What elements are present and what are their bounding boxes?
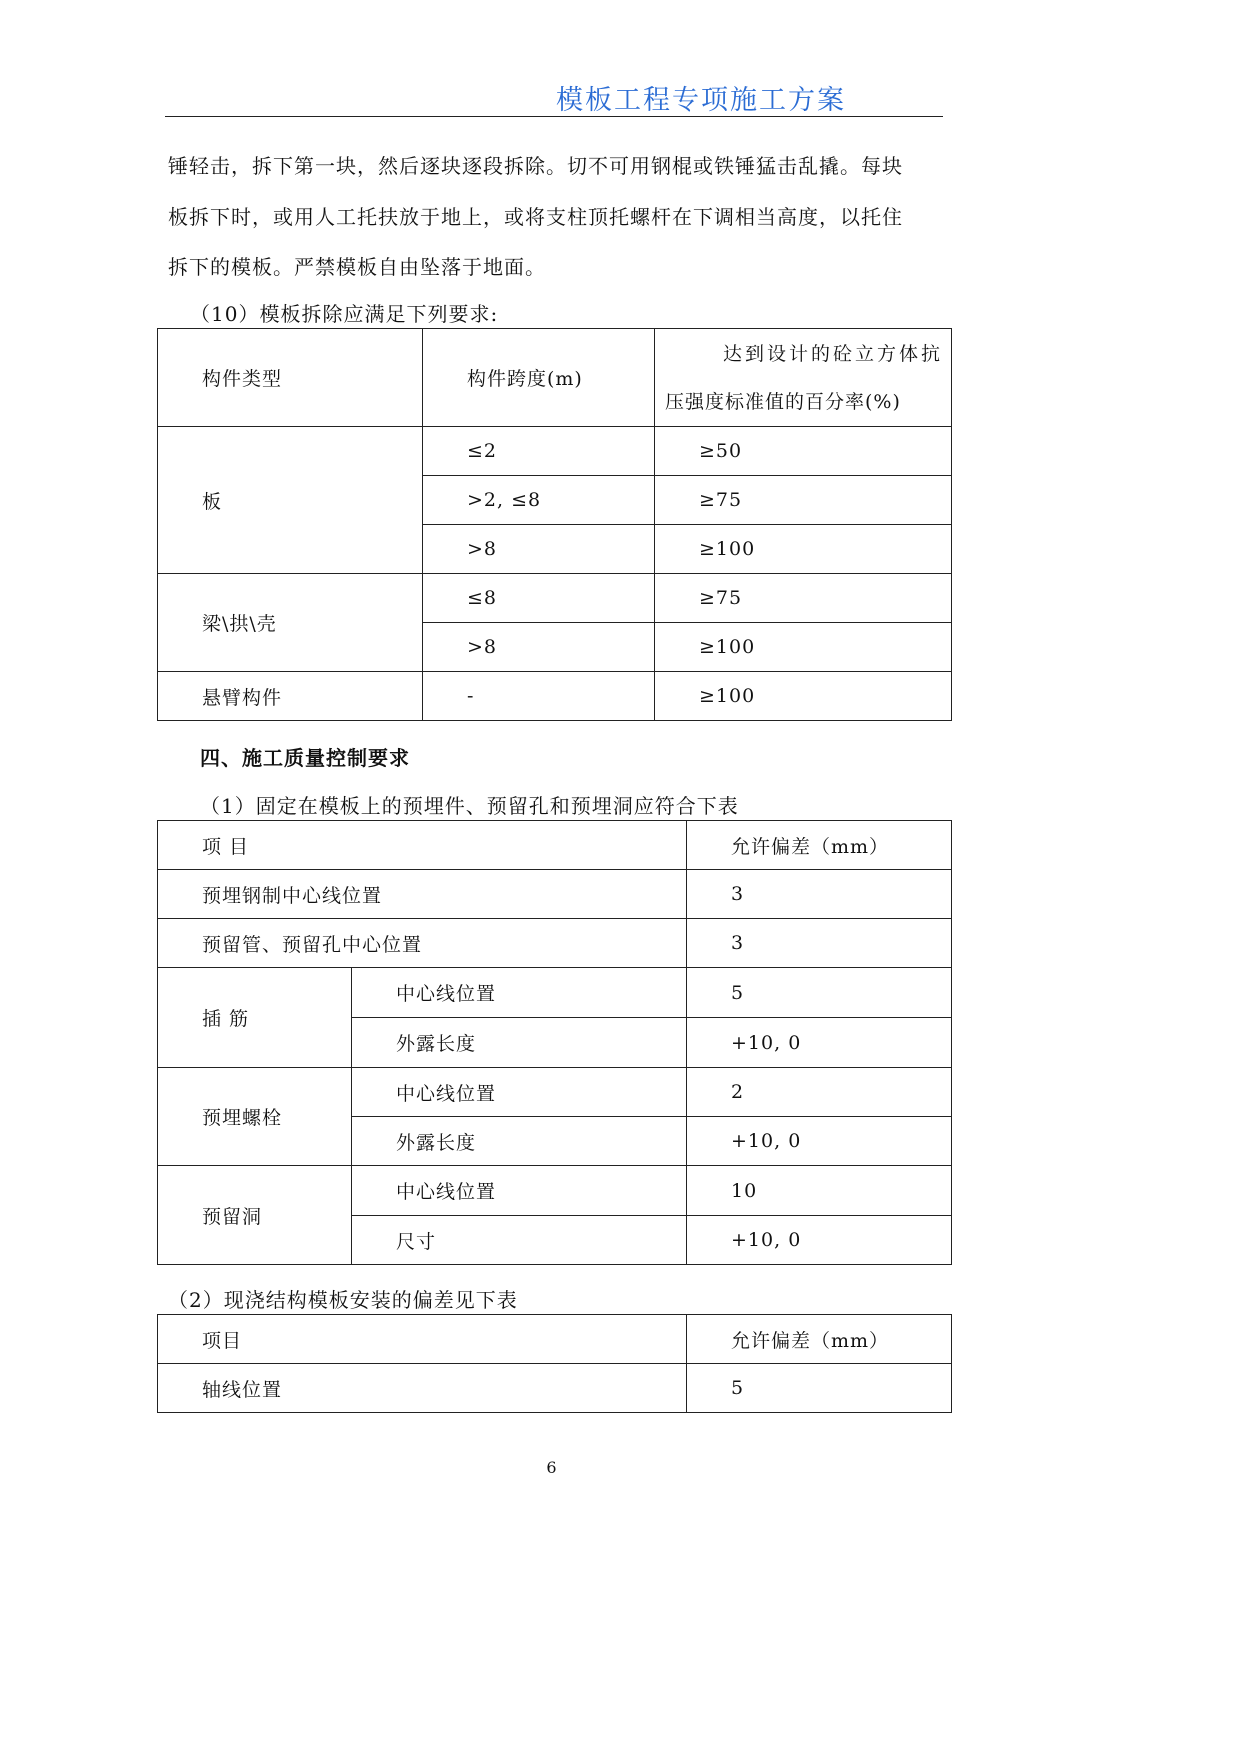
strength-cell: ≥100 bbox=[655, 672, 952, 721]
span-cell: >2, ≤8 bbox=[423, 476, 655, 525]
section-4-item-1: （1）固定在模板上的预埋件、预留孔和预埋洞应符合下表 bbox=[200, 794, 739, 818]
sub-item-cell: 外露长度 bbox=[352, 1117, 687, 1166]
table-row bbox=[158, 1068, 952, 1117]
page-number: 6 bbox=[546, 1458, 557, 1477]
item-cell: 预埋钢制中心线位置 bbox=[158, 870, 687, 919]
header-item: 项目 bbox=[158, 1315, 687, 1364]
header-tolerance: 允许偏差（mm） bbox=[687, 821, 952, 870]
component-type-cell: 悬臂构件 bbox=[158, 672, 423, 721]
table-row bbox=[158, 870, 952, 919]
header-strength-line-2: 压强度标准值的百分率(%) bbox=[665, 390, 901, 413]
item-2-text: （2）现浇结构模板安装的偏差见下表 bbox=[168, 1288, 518, 1312]
span-cell: ≤2 bbox=[423, 427, 655, 476]
strength-cell: ≥100 bbox=[655, 623, 952, 672]
header-span: 构件跨度(m) bbox=[423, 329, 655, 427]
tolerance-cell: 3 bbox=[687, 919, 952, 968]
tolerance-cell: 2 bbox=[687, 1068, 952, 1117]
span-cell: ≤8 bbox=[423, 574, 655, 623]
item-group-cell: 预埋螺栓 bbox=[158, 1068, 352, 1166]
section-4-heading: 四、施工质量控制要求 bbox=[200, 746, 410, 770]
header-strength bbox=[655, 329, 952, 427]
component-type-cell: 梁\拱\壳 bbox=[158, 574, 423, 672]
table-header-row bbox=[158, 329, 952, 427]
sub-item-cell: 中心线位置 bbox=[352, 1166, 687, 1216]
paragraph-line-1: 锤轻击，拆下第一块，然后逐块逐段拆除。切不可用钢棍或铁锤猛击乱撬。每块 bbox=[168, 154, 903, 178]
header-divider bbox=[165, 116, 943, 117]
item-cell: 轴线位置 bbox=[158, 1364, 687, 1413]
document-header-title: 模板工程专项施工方案 bbox=[556, 85, 846, 116]
table-row bbox=[158, 1166, 952, 1216]
table-header-row bbox=[158, 1315, 952, 1364]
table-row bbox=[158, 919, 952, 968]
span-cell: >8 bbox=[423, 525, 655, 574]
table-row bbox=[158, 427, 952, 476]
removal-requirements-table bbox=[157, 328, 952, 721]
item-cell: 预留管、预留孔中心位置 bbox=[158, 919, 687, 968]
tolerance-cell: 5 bbox=[687, 968, 952, 1018]
sub-item-cell: 中心线位置 bbox=[352, 1068, 687, 1117]
tolerance-cell: 5 bbox=[687, 1364, 952, 1413]
strength-cell: ≥50 bbox=[655, 427, 952, 476]
table-row bbox=[158, 672, 952, 721]
paragraph-item-10: （10）模板拆除应满足下列要求: bbox=[190, 302, 499, 326]
sub-item-cell: 外露长度 bbox=[352, 1018, 687, 1068]
item-group-cell: 预留洞 bbox=[158, 1166, 352, 1265]
table-row bbox=[158, 1364, 952, 1413]
header-tolerance: 允许偏差（mm） bbox=[687, 1315, 952, 1364]
component-type-cell: 板 bbox=[158, 427, 423, 574]
span-cell: >8 bbox=[423, 623, 655, 672]
table-row bbox=[158, 968, 952, 1018]
sub-item-cell: 中心线位置 bbox=[352, 968, 687, 1018]
tolerance-cell: +10, 0 bbox=[687, 1018, 952, 1068]
tolerance-cell: 10 bbox=[687, 1166, 952, 1216]
tolerance-cell: 3 bbox=[687, 870, 952, 919]
header-item: 项 目 bbox=[158, 821, 687, 870]
tolerance-cell: +10, 0 bbox=[687, 1216, 952, 1265]
item-group-cell: 插 筋 bbox=[158, 968, 352, 1068]
tolerance-cell: +10, 0 bbox=[687, 1117, 952, 1166]
strength-cell: ≥75 bbox=[655, 476, 952, 525]
header-strength-line-1: 达到设计的砼立方体抗 bbox=[722, 342, 943, 365]
installation-tolerance-table bbox=[157, 1314, 952, 1413]
header-component-type: 构件类型 bbox=[158, 329, 423, 427]
sub-item-cell: 尺寸 bbox=[352, 1216, 687, 1265]
embedded-parts-table bbox=[157, 820, 952, 1265]
table-header-row bbox=[158, 821, 952, 870]
span-cell: - bbox=[423, 672, 655, 721]
paragraph-line-2: 板拆下时，或用人工托扶放于地上，或将支柱顶托螺杆在下调相当高度，以托住 bbox=[168, 205, 903, 229]
table-row bbox=[158, 574, 952, 623]
strength-cell: ≥100 bbox=[655, 525, 952, 574]
paragraph-line-3: 拆下的模板。严禁模板自由坠落于地面。 bbox=[168, 255, 546, 279]
strength-cell: ≥75 bbox=[655, 574, 952, 623]
